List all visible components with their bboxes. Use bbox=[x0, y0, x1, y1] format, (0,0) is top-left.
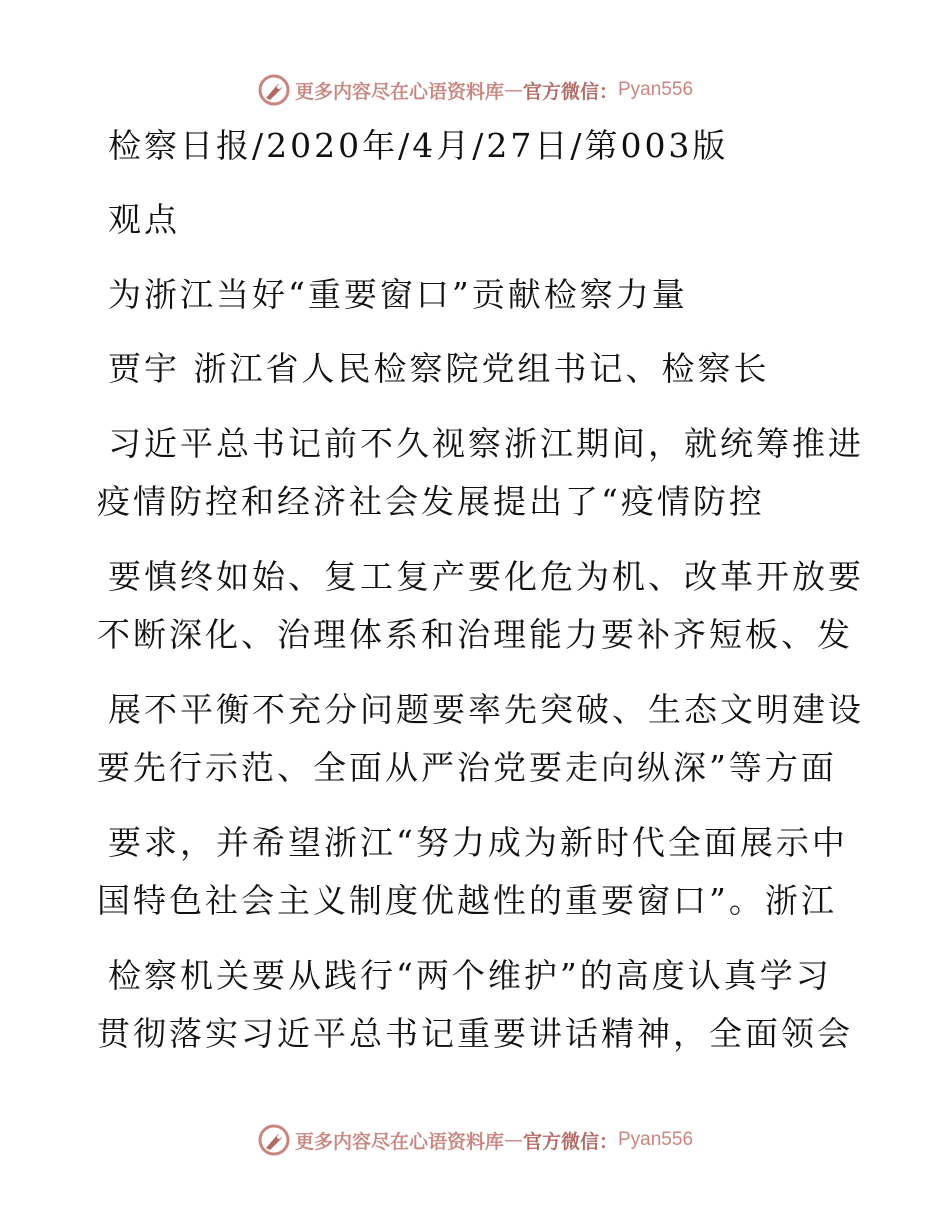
paragraph-line: 要慎终如始、复工复产要化危为机、改革开放要 bbox=[108, 557, 864, 596]
paragraph-line: 贯彻落实习近平总书记重要讲话精神，全面领会 bbox=[97, 1014, 853, 1053]
paragraph-line: 要求，并希望浙江“努力成为新时代全面展示中 bbox=[108, 823, 848, 862]
pen-nib-logo-icon bbox=[257, 1123, 291, 1157]
paragraph-line: 不断深化、治理体系和治理能力要补齐短板、发 bbox=[97, 615, 853, 654]
article-title: 为浙江当好“重要窗口”贡献检察力量 bbox=[108, 275, 688, 314]
watermark-id: Pyan556 bbox=[618, 1129, 694, 1150]
paragraph-line: 国特色社会主义制度优越性的重要窗口”。浙江 bbox=[97, 881, 837, 920]
section-label: 观点 bbox=[108, 200, 180, 239]
watermark-sub-text: 官方微信： bbox=[522, 80, 618, 103]
watermark-header bbox=[0, 70, 950, 110]
watermark-dash: — bbox=[503, 79, 523, 101]
watermark-id: Pyan556 bbox=[618, 79, 694, 100]
paragraph-line: 检察机关要从践行“两个维护”的高度认真学习 bbox=[108, 956, 832, 995]
watermark-dash: — bbox=[503, 1129, 523, 1151]
paragraph-line: 展不平衡不充分问题要率先突破、生态文明建设 bbox=[108, 690, 864, 729]
watermark-sub-text: 官方微信： bbox=[522, 1130, 618, 1153]
watermark-main-text: 更多内容尽在心语资料库 bbox=[294, 80, 504, 103]
paragraph-line: 疫情防控和经济社会发展提出了“疫情防控 bbox=[97, 482, 765, 521]
article-author: 贾宇 浙江省人民检察院党组书记、检察长 bbox=[108, 349, 770, 388]
watermark-footer bbox=[0, 1120, 950, 1160]
paragraph-line: 习近平总书记前不久视察浙江期间，就统筹推进 bbox=[108, 424, 864, 463]
publication-line: 检察日报/2020年/4月/27日/第003版 bbox=[108, 126, 729, 165]
watermark-main-text: 更多内容尽在心语资料库 bbox=[294, 1130, 504, 1153]
paragraph-line: 要先行示范、全面从严治党要走向纵深”等方面 bbox=[97, 748, 837, 787]
pen-nib-logo-icon bbox=[257, 73, 291, 107]
